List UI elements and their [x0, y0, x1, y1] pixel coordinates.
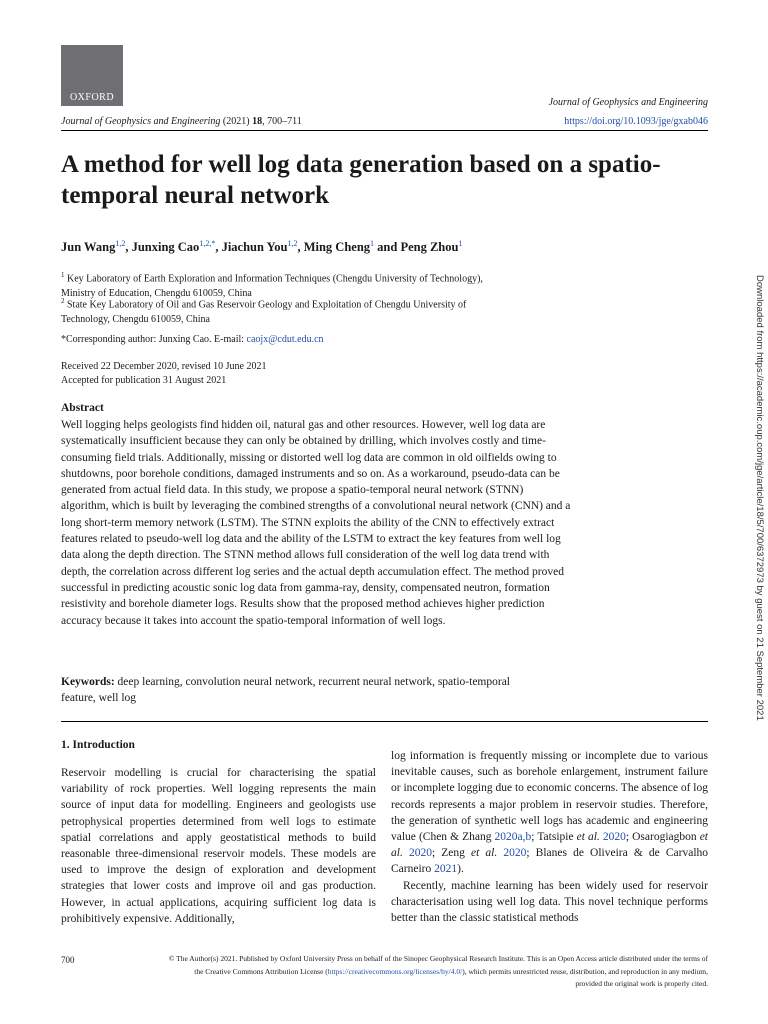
corresponding-author: *Corresponding author: Junxing Cao. E-mail: caojx@cdut.edu.cn — [61, 334, 324, 345]
author: Jiachun You$^{1,2}$, — [221, 239, 304, 255]
journal-name: Journal of Geophysics and Engineering — [548, 97, 708, 108]
citation-year: (2021) — [222, 116, 250, 127]
oxford-logo — [61, 45, 123, 106]
section-heading-introduction: 1. Introduction — [61, 739, 135, 751]
citation-volume: 18 — [252, 116, 263, 127]
citation-link[interactable]: 2020 — [408, 847, 432, 860]
keywords — [61, 674, 531, 706]
affiliation-1: $^1$ Key Laboratory of Earth Exploration and Information Techniques (Chengdu University of Technology), Ministry of Education, Chengdu 610059, China — [61, 271, 483, 299]
citation-link[interactable]: 2021 — [434, 863, 458, 876]
abstract-heading: Abstract — [61, 402, 104, 414]
received-date: Received 22 December 2020, revised 10 June 2021 — [61, 361, 267, 372]
page-number: 700 — [61, 955, 75, 965]
citation-link[interactable]: 2020 — [602, 831, 626, 844]
intro-paragraph: log information is frequently missing or incomplete due to various inevitable causes, such as borehole enlargement, instrument failure or incomplete logging due to economic concerns. The absence of log records represents a major problem in reservoir studies. Therefore, the generation of synthetic well logs has academic and engineering value (Chen & Zhang 2020a,b; Tatsipie et al. 2020; Osarogiagbon et al. 2020; Zeng et al. 2020; Blanes de Oliveira & de Carvalho Carneiro 2021). — [391, 750, 709, 876]
citation-link[interactable]: 2020 — [503, 847, 527, 860]
license-link[interactable]: https://creativecommons.org/licenses/by/4.0/ — [327, 966, 463, 976]
accepted-date: Accepted for publication 31 August 2021 — [61, 375, 227, 386]
intro-left-column: Reservoir modelling is crucial for characterising the spatial variability of rock properties. Well logging represents the main source of input data for modelling. Engineers and geologists use petrophysical properties determined from well logs to estimate spatial correlations and apply geostatistical methods to build reasonable three-dimensional reservoir models. These models are used to improve the design of exploration and development strategies that lower costs and improve oil and gas production. However, in actual applications, acquiring sufficient log data is prohibitively expensive. Additionally, — [61, 767, 376, 925]
abstract-text: Well logging helps geologists find hidden oil, natural gas and other resources. However, well log data are systematically insufficient because they can only be obtained by drilling, which involves costly and time-consuming field trials. Additionally, missing or distorted well log data are common in old oilfields owing to shutdowns, poor borehole conditions, damaged instruments and so on. As a workaround, pseudo-data can be generated from actual field data. In this study, we propose a spatio-temporal neural network (STNN) algorithm, which is built by leveraging the combined strengths of a convolutional neural network (CNN) and a long short-term memory network (LSTM). The STNN exploits the ability of the CNN to effectively extract features related to pseudo-well log data and the ability of the LSTM to extract the key features from well log data along the depth direction. The STNN method allows full consideration of the well log data trend with depth, the correlation across different log series and the actual depth accumulation effect. The method proved successful in predicting acoustic sonic log data from gamma-ray, density, compensated neutron, formation resistivity and borehole diameter logs. Results show that the proposed method achieves higher prediction accuracy because it takes into account the spatio-temporal information of well logs. — [61, 419, 571, 627]
article-title: A method for well log data generation based on a spatio-temporal neural network — [61, 151, 661, 209]
logo-text: OXFORD — [69, 92, 115, 103]
citation-pages: , 700–711 — [262, 116, 302, 127]
keywords-label: Keywords: — [61, 676, 115, 688]
copyright-footer: © The Author(s) 2021. Published by Oxford University Press on behalf of the Sinopec Geophysical Research Institute. This is an Open Access article distributed under the terms of the Creative Commons Attribution License (https://creativecommons.org/licenses/by/4.0/), which permits unrestricted reuse, distribution, and reproduction in any medium, provided the original work is properly cited. — [168, 954, 708, 988]
citation-journal: Journal of Geophysics and Engineering — [61, 116, 221, 127]
author: Peng Zhou$^1$ — [400, 239, 463, 255]
citation-line — [61, 116, 302, 127]
doi-link[interactable]: https://doi.org/10.1093/jge/gxab046 — [564, 116, 708, 127]
author: Junxing Cao$^{1,2,*}$, — [131, 239, 222, 255]
author: Jun Wang$^{1,2}$, — [61, 239, 132, 255]
download-watermark: Downloaded from https://academic.oup.com/jge/article/18/5/700/6372973 by guest on 21 September 2021 — [754, 275, 765, 721]
author: Ming Cheng$^1$ and — [303, 239, 401, 255]
article-dates — [61, 360, 267, 388]
affiliation-2: $^2$ State Key Laboratory of Oil and Gas Reservoir Geology and Exploitation of Chengdu University of Technology, Chengdu 610059, China — [61, 297, 467, 325]
intro-right-column — [391, 748, 708, 926]
section-divider — [61, 721, 708, 722]
intro-paragraph: Recently, machine learning has been widely used for reservoir characterisation using well log data. This novel technique performs better than the classic statistical methods — [391, 879, 708, 925]
citation-link[interactable]: 2020a,b — [494, 831, 532, 844]
keywords-text: deep learning, convolution neural network, recurrent neural network, spatio-temporal feature, well log — [61, 676, 511, 704]
email-link[interactable]: caojx@cdut.edu.cn — [246, 334, 324, 345]
author-list — [61, 239, 462, 255]
header-divider — [61, 130, 708, 131]
